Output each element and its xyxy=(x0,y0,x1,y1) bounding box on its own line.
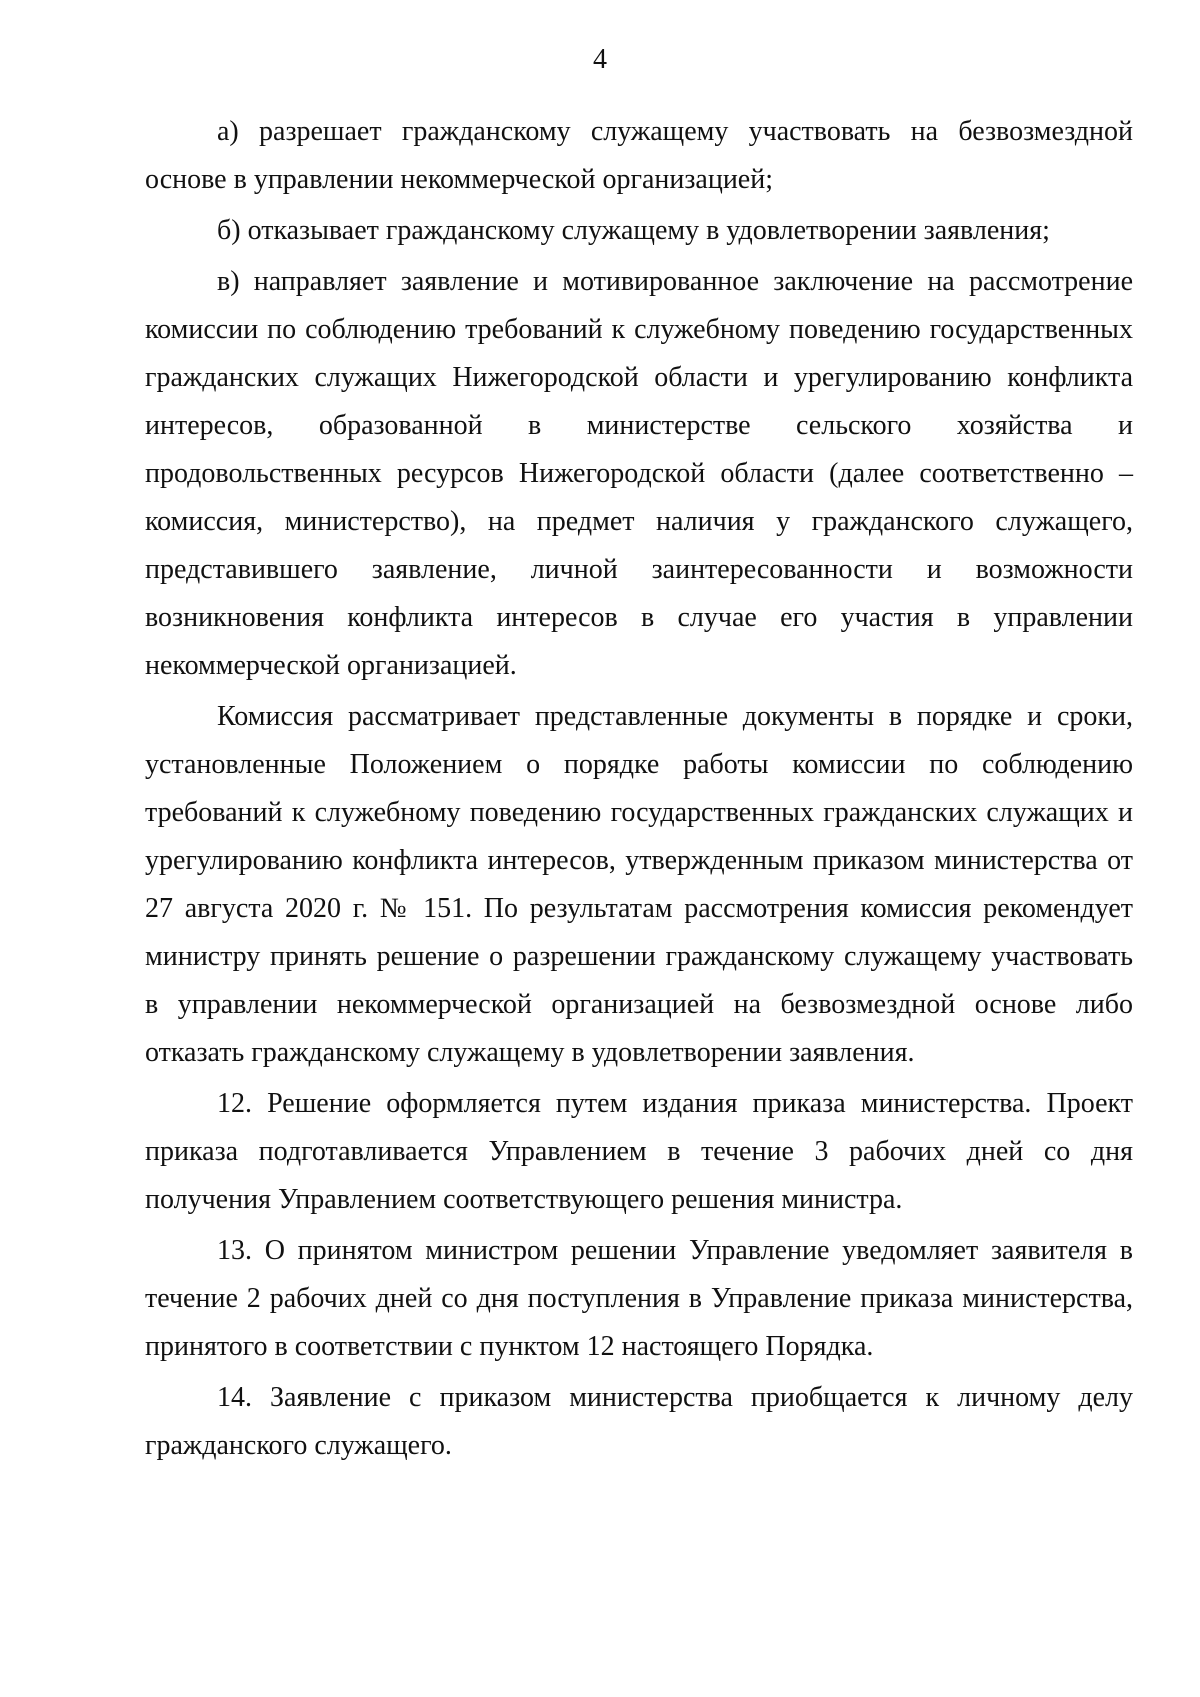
paragraph-12: 12. Решение оформляется путем издания приказа министерства. Проект приказа подготавливается Управлением в течение 3 рабочих дней со дня получения Управлением соответствующего решения министра. xyxy=(145,1088,1133,1215)
paragraph-item-v: в) направляет заявление и мотивированное заключение на рассмотрение комиссии по соблюдению требований к служебному поведению государственных гражданских служащих Нижегородской области и урегулированию конфликта интересов, образованной в министерстве сельского хозяйства и продовольственных ресурсов Нижегородской области (далее соответственно – комиссия, министерство), на предмет наличия у гражданского служащего, представившего заявление, личной заинтересованности и возможности возникновения конфликта интересов в случае его участия в управлении некоммерческой организацией. xyxy=(145,266,1133,681)
paragraph-14: 14. Заявление с приказом министерства приобщается к личному делу гражданского служащего. xyxy=(145,1382,1133,1461)
page-number: 4 xyxy=(593,44,607,75)
paragraph-item-a: а) разрешает гражданскому служащему участвовать на безвозмездной основе в управлении некоммерческой организацией; xyxy=(145,116,1133,195)
paragraph-commission: Комиссия рассматривает представленные документы в порядке и сроки, установленные Положением о порядке работы комиссии по соблюдению требований к служебному поведению государственных гражданских служащих и урегулированию конфликта интересов, утвержденным приказом министерства от 27 августа 2020 г. № 151. По результатам рассмотрения комиссия рекомендует министру принять решение о разрешении гражданскому служащему участвовать в управлении некоммерческой организацией на безвозмездной основе либо отказать гражданскому служащему в удовлетворении заявления. xyxy=(145,701,1133,1068)
paragraph-13: 13. О принятом министром решении Управление уведомляет заявителя в течение 2 рабочих дней со дня поступления в Управление приказа министерства, принятого в соответствии с пунктом 12 настоящего Порядка. xyxy=(145,1235,1133,1362)
document-body xyxy=(145,108,1133,1470)
paragraph-item-b: б) отказывает гражданскому служащему в удовлетворении заявления; xyxy=(217,215,1050,246)
